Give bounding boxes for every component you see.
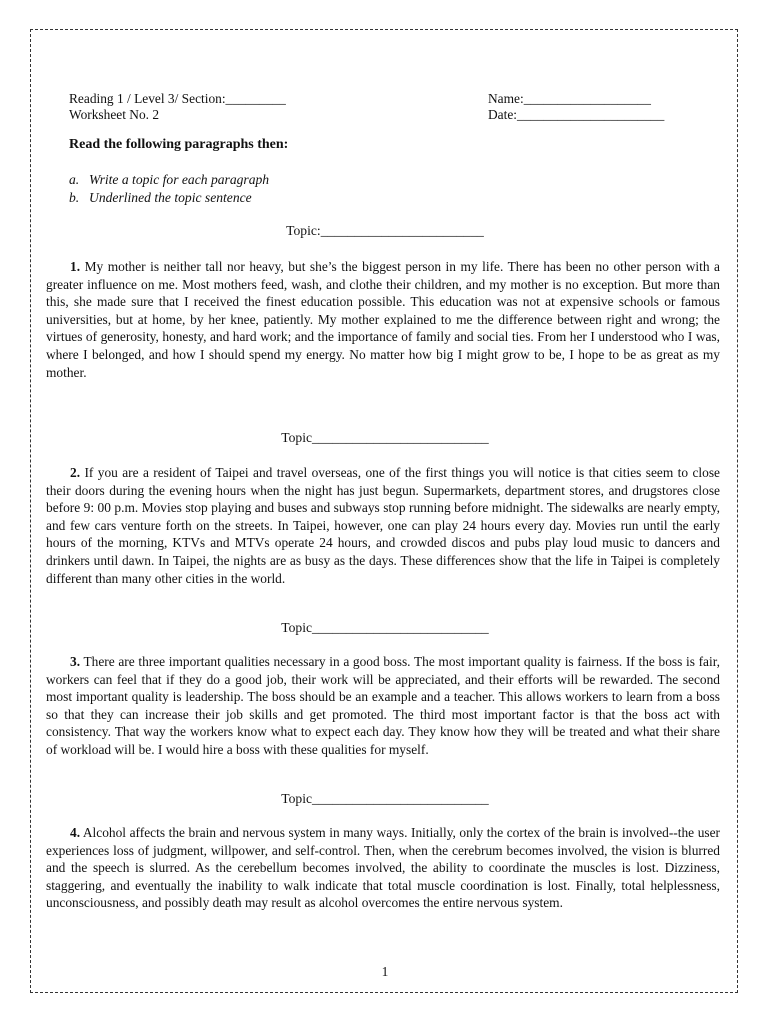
instructions-heading: Read the following paragraphs then: [69,137,289,152]
instruction-letter: b. [69,190,80,205]
instruction-item [69,172,269,188]
paragraph-text: Alcohol affects the brain and nervous system in many ways. Initially, only the cortex of the brain is involved--the user experiences loss of judgment, willpower, and self-control. Then, when the cerebrum becomes involved, the vision is blurred and the speech is slurred. As the cerebellum becomes involved, the ability to coordinate the muscles is lost. Dizziness, staggering, and eventually the inability to walk indicate that total muscle coordination is lost. Finally, total helplessness, unconsciousness, and possibly death may result as alcohol overcomes the entire nervous system. [46,825,721,911]
instruction-text: Underlined the topic sentence [89,190,252,205]
page-number: 1 [381,964,389,979]
topic-line-4: Topic__________________________ [281,791,489,806]
header-section-line: Reading 1 / Level 3/ Section:_________ [69,91,286,106]
instruction-text: Write a topic for each paragraph [89,172,270,187]
header-worksheet-number: Worksheet No. 2 [69,107,160,122]
paragraph-text: If you are a resident of Taipei and travel overseas, one of the first things you will notice is that cities seem to close their doors during the evening hours when the night has just begun. Supermarkets, department stores, and drugstores close before 9: 00 p.m. Movies stop playing and buses and subways stop running before midnight. The sidewalks are nearly empty, and few cars venture forth on the streets. In Taipei, however, one can play 24 hours every day. Movies run until the early hours of the morning, KTVs and MTVs operate 24 hours, and crowded discos and pubs play loud music to dancers and drinkers until dawn. In Taipei, the nights are as busy as the days. These differences show that the life in Taipei is completely different than many other cities in the world. [46,465,720,586]
paragraph-text: My mother is neither tall nor heavy, but she’s the biggest person in my life. There has been no other person with a greater influence on me. Most mothers feed, wash, and clothe their children, and my mother is no exception. But more than this, she made sure that I received the finest education possible. This education was not at expensive schools or famous universities, but at home, by her knee, patiently. My mother explained to me the difference between right and wrong; the virtues of generosity, honesty, and hard work; and the importance of family and social ties. From her I understood who I was, where I belonged, and how I should spend my energy. No matter how big I might grow to be, I hope to be as great as my mother. [46,259,720,380]
paragraph-3 [46,653,720,759]
topic-line-1: Topic:________________________ [286,223,484,238]
paragraph-number: 4. [70,825,81,840]
instruction-letter: a. [69,172,80,187]
topic-line-3: Topic__________________________ [281,620,489,635]
topic-line-2: Topic__________________________ [281,430,489,445]
paragraph-number: 1. [70,259,81,274]
paragraph-1 [46,258,720,381]
header-date-field: Date:______________________ [488,107,665,122]
paragraph-2 [46,464,720,587]
paragraph-number: 2. [70,465,81,480]
header-name-field: Name:___________________ [488,91,651,106]
paragraph-4 [46,824,720,912]
instruction-item [69,190,252,206]
paragraph-text: There are three important qualities necessary in a good boss. The most important quality is fairness. If the boss is fair, workers can feel that if they do a good job, their work will be appreciated, and their efforts will be rewarded. The second most important quality is leadership. The boss should be an example and a teacher. This allows workers to learn from a boss so that they can increase their job skills and get promoted. The third most important factor is that the boss act with consistency. That way the workers know what to expect each day. They know how they will be treated and what their share of workload will be. I would hire a boss with these qualities for myself. [46,654,720,757]
paragraph-number: 3. [70,654,81,669]
